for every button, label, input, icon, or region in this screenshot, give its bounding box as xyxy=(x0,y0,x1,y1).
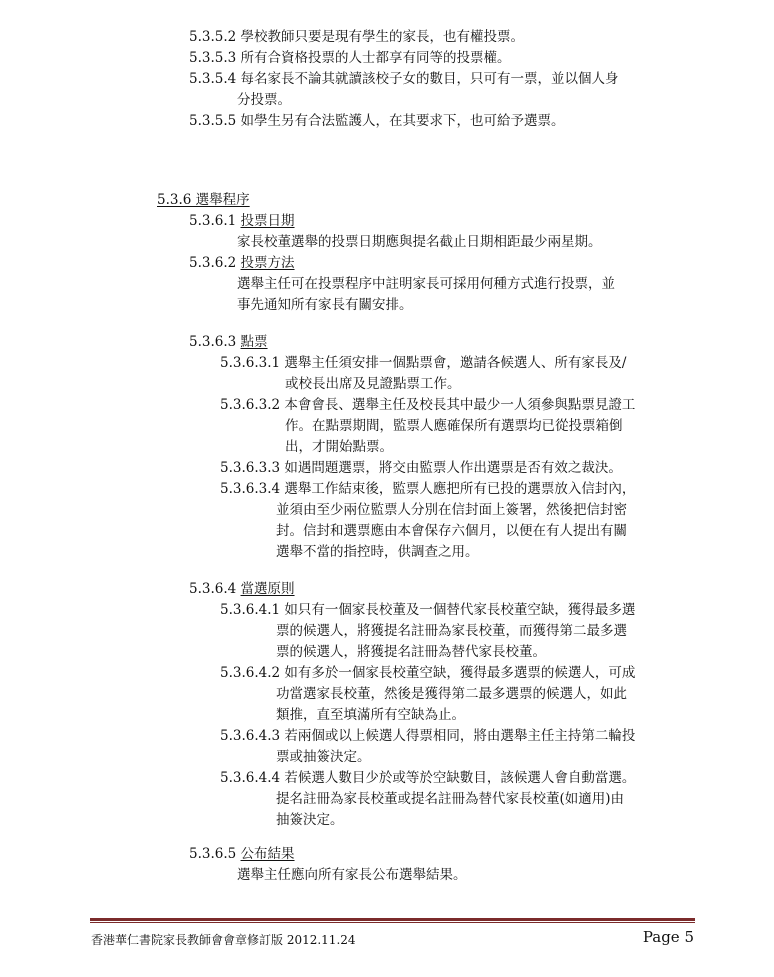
clause-5-3-6-3-2-line3: 出，才開始點票。 xyxy=(285,439,393,455)
clause-5-3-6-3-2-line2: 作。在點票期間，監票人應確保所有選票均已從投票箱倒 xyxy=(285,418,623,434)
clause-5-3-6-4-3-line1: 5.3.6.4.3 若兩個或以上候選人得票相同，將由選舉主任主持第二輪投 xyxy=(220,728,636,744)
clause-number: 5.3.6.4 xyxy=(189,581,241,597)
clause-title: 點票 xyxy=(240,334,268,350)
clause-title: 投票日期 xyxy=(240,213,295,229)
clause-5-3-6-4-2-line3: 類推，直至填滿所有空缺為止。 xyxy=(276,707,465,723)
clause-5-3-6-4-2-line1: 5.3.6.4.2 如有多於一個家長校董空缺，獲得最多選票的候選人，可成 xyxy=(220,665,636,681)
clause-5-3-6-3-4-line3: 封。信封和選票應由本會保存六個月，以便在有人提出有關 xyxy=(276,523,627,539)
clause-5-3-6-5-heading xyxy=(189,844,295,865)
clause-5-3-6-3-1-line2: 或校長出席及見證點票工作。 xyxy=(285,376,461,392)
clause-number: 5.3.6.3 xyxy=(189,334,241,350)
clause-title: 當選原則 xyxy=(240,581,295,597)
clause-5-3-6-2-body-line1: 選舉主任可在投票程序中註明家長可採用何種方式進行投票，並 xyxy=(237,276,615,292)
clause-title: 公布結果 xyxy=(240,846,295,862)
clause-5-3-6-4-4-line3: 抽簽決定。 xyxy=(276,812,344,828)
clause-5-3-6-3-4-line2: 並須由至少兩位監票人分別在信封面上簽署，然後把信封密 xyxy=(276,502,627,518)
section-heading-5-3-6: 5.3.6 選舉程序 xyxy=(157,192,250,208)
clause-5-3-6-4-2-line2: 功當選家長校董，然後是獲得第二最多選票的候選人，如此 xyxy=(276,686,627,702)
clause-5-3-6-1-heading xyxy=(189,211,295,232)
clause-5-3-6-3-heading xyxy=(189,332,268,353)
clause-5-3-5-5: 5.3.5.5 如學生另有合法監護人，在其要求下，也可給予選票。 xyxy=(189,113,565,129)
clause-number: 5.3.6.1 xyxy=(189,213,241,229)
clause-5-3-6-4-1-line1: 5.3.6.4.1 如只有一個家長校董及一個替代家長校董空缺，獲得最多選 xyxy=(220,602,636,618)
clause-5-3-5-4-line1: 5.3.5.4 每名家長不論其就讀該校子女的數目，只可有一票，並以個人身 xyxy=(189,71,619,87)
clause-5-3-6-3-4-line1: 5.3.6.3.4 選舉工作結束後，監票人應把所有已投的選票放入信封內， xyxy=(220,481,636,497)
clause-5-3-5-3: 5.3.5.3 所有合資格投票的人士都享有同等的投票權。 xyxy=(189,50,511,66)
clause-5-3-6-2-body-line2: 事先通知所有家長有關安排。 xyxy=(237,297,413,313)
clause-5-3-6-5-body: 選舉主任應向所有家長公布選舉結果。 xyxy=(237,867,467,883)
clause-5-3-5-4-line2: 分投票。 xyxy=(237,92,291,108)
clause-number: 5.3.6.2 xyxy=(189,255,241,271)
clause-5-3-6-3-3: 5.3.6.3.3 如遇問題選票，將交由監票人作出選票是否有效之裁決。 xyxy=(220,460,622,476)
clause-5-3-6-4-4-line1: 5.3.6.4.4 若候選人數目少於或等於空缺數目，該候選人會自動當選。 xyxy=(220,770,636,786)
clause-5-3-6-3-2-line1: 5.3.6.3.2 本會會長、選舉主任及校長其中最少一人須參與點票見證工 xyxy=(220,397,636,413)
clause-title: 投票方法 xyxy=(240,255,295,271)
clause-5-3-6-4-3-line2: 票或抽簽決定。 xyxy=(276,749,371,765)
clause-5-3-6-1-body: 家長校董選舉的投票日期應與提名截止日期相距最少兩星期。 xyxy=(237,234,602,250)
clause-5-3-5-2: 5.3.5.2 學校教師只要是現有學生的家長，也有權投票。 xyxy=(189,29,525,45)
clause-5-3-6-4-heading xyxy=(189,579,295,600)
clause-5-3-6-3-1-line1: 5.3.6.3.1 選舉主任須安排一個點票會，邀請各候選人、所有家長及/ xyxy=(220,355,627,371)
footer-divider xyxy=(90,918,695,921)
footer-divider-thin xyxy=(90,922,695,923)
clause-5-3-6-4-1-line2: 票的候選人，將獲提名註冊為家長校董，而獲得第二最多選 xyxy=(276,623,627,639)
clause-5-3-6-3-4-line4: 選舉不當的指控時，供調查之用。 xyxy=(276,544,479,560)
clause-number: 5.3.6.5 xyxy=(189,846,241,862)
clause-5-3-6-4-4-line2: 提名註冊為家長校董或提名註冊為替代家長校董(如適用)由 xyxy=(276,791,625,807)
clause-5-3-6-4-1-line3: 票的候選人，將獲提名註冊為替代家長校董。 xyxy=(276,644,546,660)
footer-document-title: 香港華仁書院家長教師會會章修訂版 2012.11.24 xyxy=(91,933,356,947)
clause-5-3-6-2-heading xyxy=(189,253,295,274)
footer-page-number: Page 5 xyxy=(642,928,694,946)
